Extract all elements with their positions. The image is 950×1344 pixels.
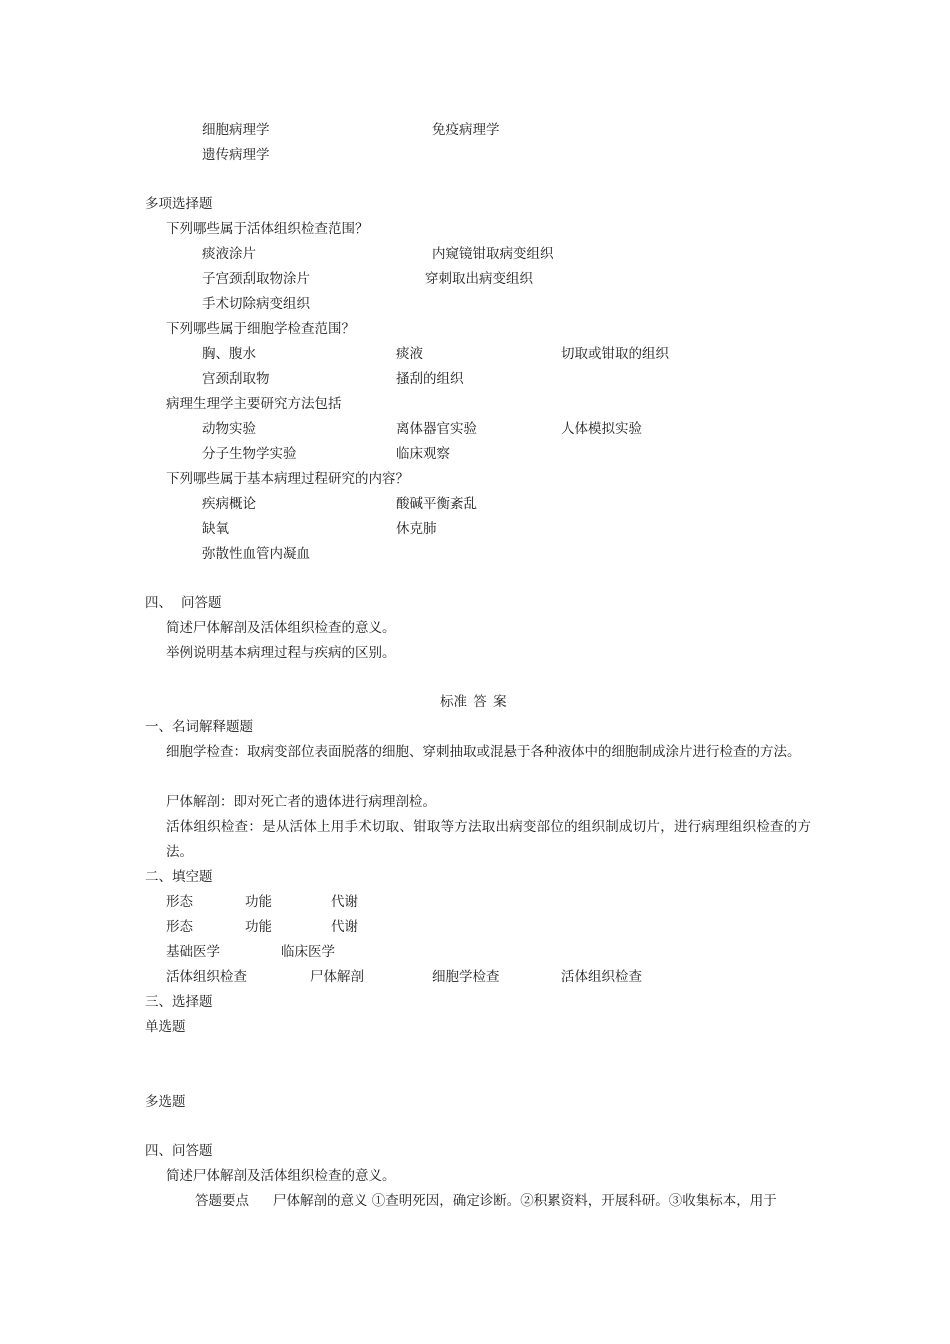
option: 穿刺取出病变组织 [425, 271, 533, 287]
option: 分子生物学实验 [202, 446, 297, 462]
option: 疾病概论 [202, 496, 256, 512]
multi-choice-label: 多选题 [145, 1094, 186, 1110]
definition-cytology: 细胞学检查：取病变部位表面脱落的细胞、穿刺抽取或混悬于各种液体中的细胞制成涂片进行检查的方法。 [166, 744, 801, 760]
option: 胸、腹水 [202, 346, 256, 362]
fill-answer: 功能 [245, 919, 272, 935]
answer-section-heading: 三、选择题 [145, 994, 213, 1010]
option-genetic-pathology: 遗传病理学 [202, 147, 270, 163]
section-essay-number: 四、 [145, 595, 172, 611]
option: 子宫颈刮取物涂片 [202, 271, 310, 287]
answer-section-heading: 二、填空题 [145, 869, 213, 885]
option: 临床观察 [396, 446, 450, 462]
fill-answer: 代谢 [331, 894, 358, 910]
essay-question: 简述尸体解剖及活体组织检查的意义。 [166, 1168, 396, 1184]
definition-autopsy: 尸体解剖：即对死亡者的遗体进行病理剖检。 [166, 794, 436, 810]
fill-answer: 代谢 [331, 919, 358, 935]
answer-points-label: 答题要点 [195, 1193, 249, 1209]
option: 离体器官实验 [396, 421, 477, 437]
option: 弥散性血管内凝血 [202, 546, 310, 562]
question-stem: 病理生理学主要研究方法包括 [166, 396, 342, 412]
option: 手术切除病变组织 [202, 296, 310, 312]
option-immunopathology: 免疫病理学 [432, 122, 500, 138]
fill-answer: 活体组织检查 [561, 969, 642, 985]
option-cell-pathology: 细胞病理学 [202, 122, 270, 138]
fill-answer: 形态 [166, 919, 193, 935]
option: 酸碱平衡紊乱 [396, 496, 477, 512]
option: 痰液 [396, 346, 423, 362]
fill-answer: 细胞学检查 [432, 969, 500, 985]
fill-answer: 功能 [245, 894, 272, 910]
question-stem: 下列哪些属于基本病理过程研究的内容？ [166, 471, 409, 487]
section-essay-heading: 问答题 [181, 595, 222, 611]
essay-question: 举例说明基本病理过程与疾病的区别。 [166, 645, 396, 661]
option: 人体模拟实验 [561, 421, 642, 437]
option: 切取或钳取的组织 [561, 346, 669, 362]
option: 休克肺 [396, 521, 437, 537]
answer-section-heading: 一、名词解释题题 [145, 719, 253, 735]
option: 动物实验 [202, 421, 256, 437]
fill-answer: 活体组织检查 [166, 969, 247, 985]
fill-answer: 临床医学 [281, 944, 335, 960]
question-stem: 下列哪些属于细胞学检查范围？ [166, 321, 355, 337]
fill-answer: 形态 [166, 894, 193, 910]
option: 缺氧 [202, 521, 229, 537]
essay-question: 简述尸体解剖及活体组织检查的意义。 [166, 620, 396, 636]
answer-points-text: 尸体解剖的意义 ①查明死因，确定诊断。②积累资料，开展科研。③收集标本，用于 [273, 1193, 777, 1209]
definition-biopsy: 活体组织检查：是从活体上用手术切取、钳取等方法取出病变部位的组织制成切片，进行病理组织检查的方法。 [166, 819, 811, 860]
answers-title: 标准 答 案 [440, 694, 507, 710]
answer-section-heading: 四、问答题 [145, 1143, 213, 1159]
fill-answer: 基础医学 [166, 944, 220, 960]
option: 搔刮的组织 [396, 371, 464, 387]
section-multi-heading: 多项选择题 [145, 196, 213, 212]
option: 内窥镜钳取病变组织 [432, 246, 554, 262]
question-stem: 下列哪些属于活体组织检查范围？ [166, 221, 369, 237]
single-choice-label: 单选题 [145, 1019, 186, 1035]
option: 宫颈刮取物 [202, 371, 270, 387]
option: 痰液涂片 [202, 246, 256, 262]
fill-answer: 尸体解剖 [310, 969, 364, 985]
